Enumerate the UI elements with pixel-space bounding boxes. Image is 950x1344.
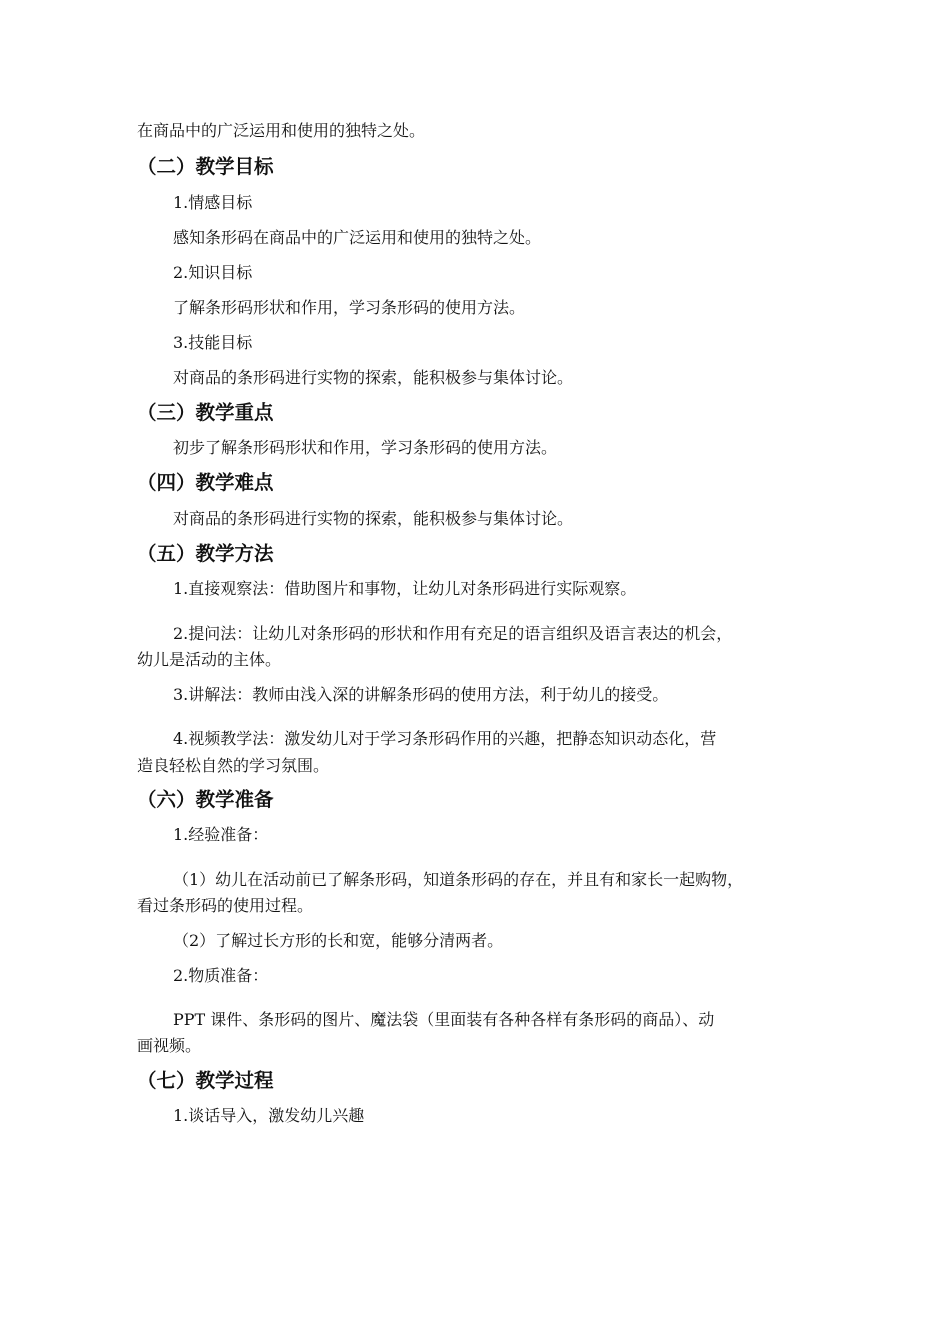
intro-tail-text: 在商品中的广泛运用和使用的独特之处。 bbox=[137, 121, 426, 140]
prep-1a-line-2: 看过条形码的使用过程。 bbox=[137, 896, 314, 915]
goal-1-text: 感知条形码在商品中的广泛运用和使用的独特之处。 bbox=[173, 228, 542, 247]
method-2-line-2: 幼儿是活动的主体。 bbox=[137, 650, 282, 669]
key-points-text: 初步了解条形码形状和作用，学习条形码的使用方法。 bbox=[173, 438, 558, 457]
goal-3-title: 3.技能目标 bbox=[173, 333, 253, 352]
method-3-text: 3.讲解法：教师由浅入深的讲解条形码的使用方法，利于幼儿的接受。 bbox=[173, 685, 669, 704]
process-step-1: 1.谈话导入，激发幼儿兴趣 bbox=[173, 1106, 365, 1125]
difficulties-text: 对商品的条形码进行实物的探索，能积极参与集体讨论。 bbox=[173, 509, 574, 528]
goal-1-title: 1.情感目标 bbox=[173, 193, 253, 212]
method-4-line-1: 4.视频教学法：激发幼儿对于学习条形码作用的兴趣，把静态知识动态化，营 bbox=[173, 729, 717, 748]
heading-difficulties: （四）教学难点 bbox=[137, 471, 274, 494]
heading-teaching-preparation: （六）教学准备 bbox=[137, 788, 274, 811]
heading-teaching-goals: （二）教学目标 bbox=[137, 155, 274, 178]
heading-teaching-process: （七）教学过程 bbox=[137, 1069, 274, 1092]
method-2-line-1: 2.提问法：让幼儿对条形码的形状和作用有充足的语言组织及语言表达的机会， bbox=[173, 624, 733, 643]
prep-1a-line-1: （1）幼儿在活动前已了解条形码，知道条形码的存在，并且有和家长一起购物， bbox=[173, 870, 744, 889]
prep-1b-text: （2）了解过长方形的长和宽，能够分清两者。 bbox=[173, 931, 504, 950]
goal-2-title: 2.知识目标 bbox=[173, 263, 253, 282]
prep-2a-line-2: 画视频。 bbox=[137, 1036, 202, 1055]
method-1-text: 1.直接观察法：借助图片和事物，让幼儿对条形码进行实际观察。 bbox=[173, 579, 637, 598]
prep-2-title: 2.物质准备： bbox=[173, 966, 269, 985]
prep-2a-line-1: PPT 课件、条形码的图片、魔法袋（里面装有各种各样有条形码的商品）、动 bbox=[173, 1010, 715, 1029]
method-4-line-2: 造良轻松自然的学习氛围。 bbox=[137, 756, 330, 775]
heading-teaching-methods: （五）教学方法 bbox=[137, 542, 274, 565]
goal-3-text: 对商品的条形码进行实物的探索，能积极参与集体讨论。 bbox=[173, 368, 574, 387]
prep-1-title: 1.经验准备： bbox=[173, 825, 269, 844]
heading-key-points: （三）教学重点 bbox=[137, 401, 274, 424]
goal-2-text: 了解条形码形状和作用，学习条形码的使用方法。 bbox=[173, 298, 526, 317]
